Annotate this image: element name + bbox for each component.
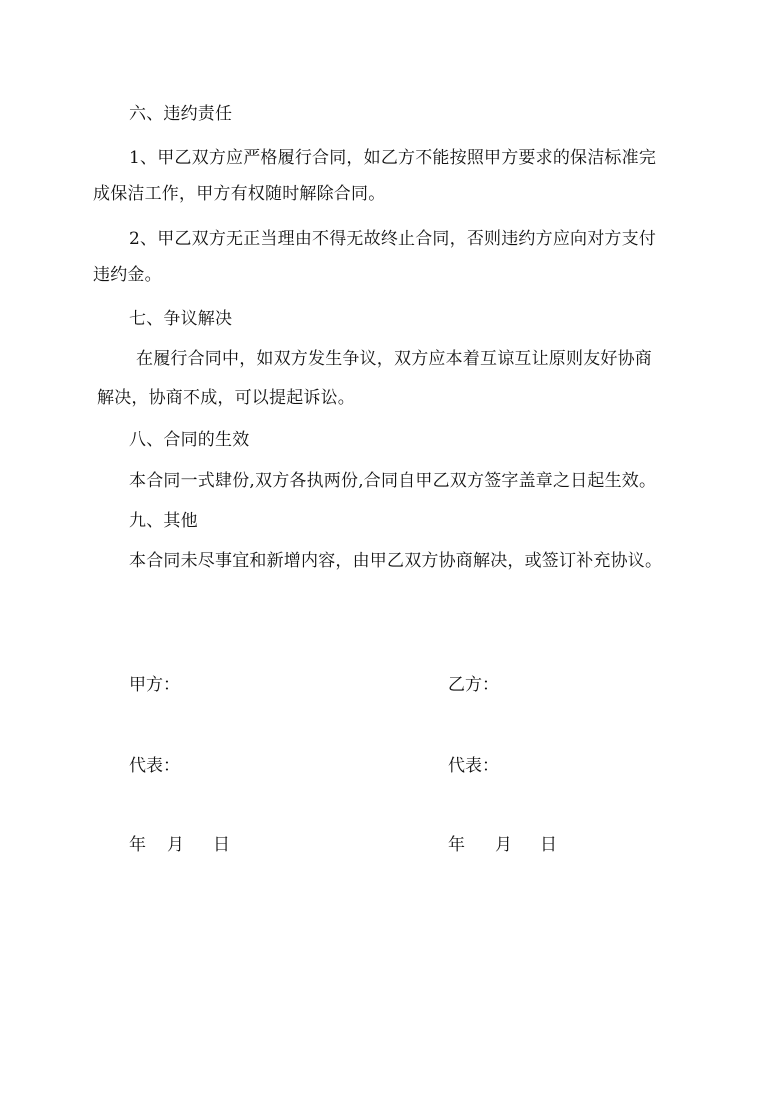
other-line1: 本合同未尽事宜和新增内容，由甲乙双方协商解决，或签订补充协议。 [129,551,663,571]
breach-item1-line2: 成保洁工作，甲方有权随时解除合同。 [93,184,386,204]
dispute-line2: 解决，协商不成，可以提起诉讼。 [97,388,355,408]
section-heading-other: 九、其他 [129,511,198,531]
effect-line1: 本合同一式肆份,双方各执两份,合同自甲乙双方签字盖章之日起生效。 [129,471,657,491]
party-a-year: 年 [129,835,146,855]
dispute-line1: 在履行合同中，如双方发生争议，双方应本着互谅互让原则友好协商 [136,349,652,369]
section-heading-dispute: 七、争议解决 [129,309,233,329]
party-b-year: 年 [448,835,465,855]
party-b-date [448,834,557,856]
breach-item2-line2: 违约金。 [93,265,162,285]
party-a-day: 日 [213,835,230,855]
party-a-date [129,834,230,856]
party-a-month: 月 [167,835,184,855]
party-a-rep-label: 代表： [129,756,180,776]
party-b-month: 月 [495,835,512,855]
section-heading-effect: 八、合同的生效 [129,430,250,450]
party-b-label: 乙方： [448,675,499,695]
party-a-label: 甲方： [129,675,180,695]
party-b-rep-label: 代表： [448,756,499,776]
breach-item1-line1: 1、甲乙双方应严格履行合同，如乙方不能按照甲方要求的保洁标准完 [129,148,657,168]
breach-item2-line1: 2、甲乙双方无正当理由不得无故终止合同，否则违约方应向对方支付 [129,229,657,249]
party-b-day: 日 [540,835,557,855]
section-heading-breach: 六、违约责任 [129,104,233,124]
